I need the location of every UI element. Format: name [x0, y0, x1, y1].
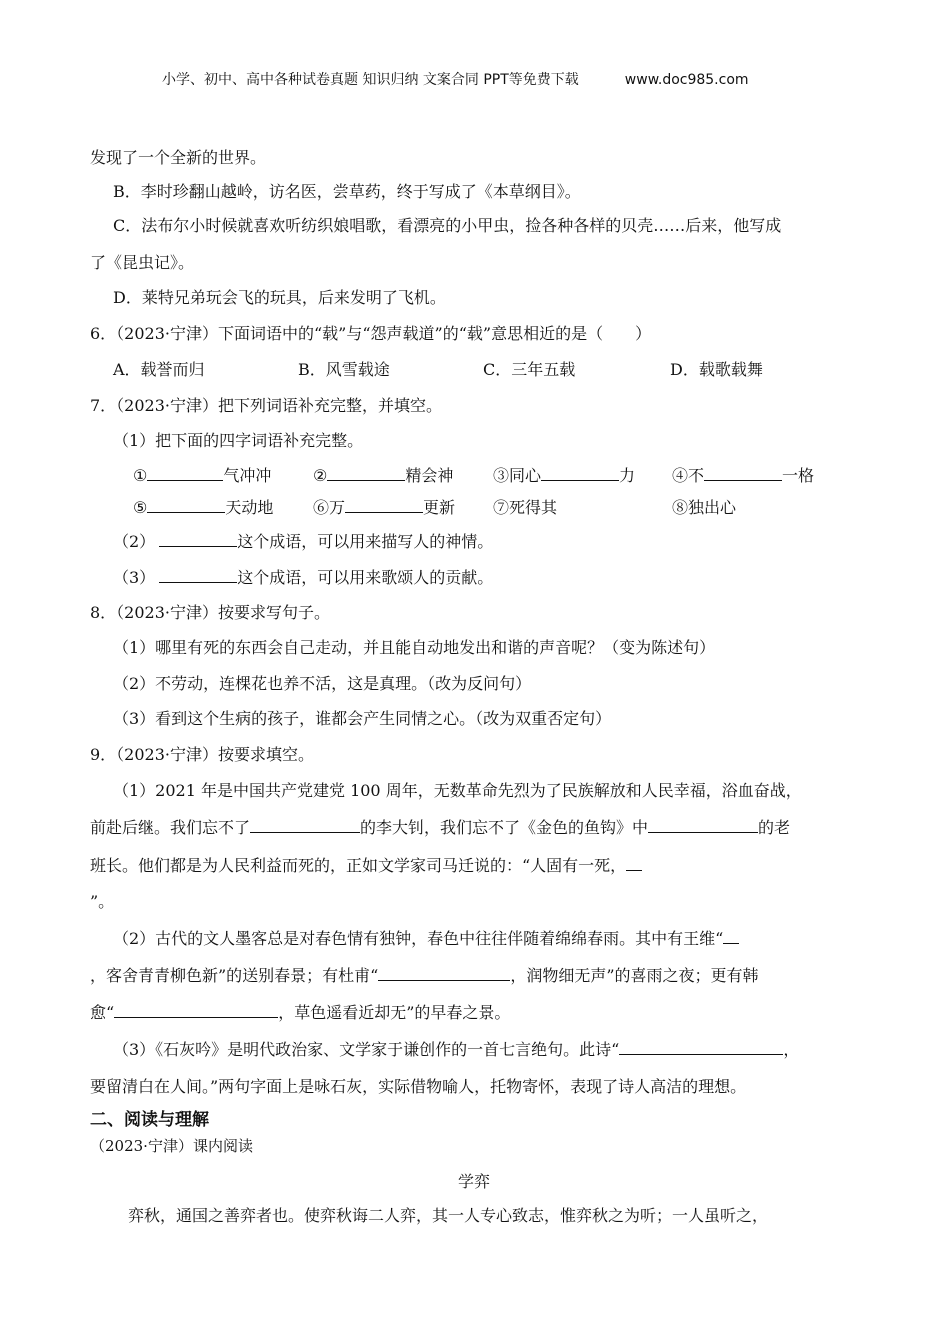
header-site[interactable]: www.doc985.com [624, 72, 749, 88]
word-suffix: 天动地 [225, 498, 274, 517]
q7-sub2 [113, 532, 493, 552]
section-title: 二、阅读与理解 [90, 1110, 209, 1130]
q8-stem: 8．（2023·宁津）按要求写句子。 [90, 603, 330, 622]
q9-p1-line2 [90, 818, 790, 838]
word-blank[interactable] [147, 498, 225, 513]
q5-option-d: D．莱特兄弟玩会飞的玩具，后来发明了飞机。 [113, 288, 446, 307]
text-seg: 的老 [758, 818, 791, 837]
q7-word-5 [133, 498, 273, 518]
word-prefix: ① [133, 466, 148, 485]
answer-blank[interactable] [114, 1003, 278, 1018]
word-suffix: 力 [619, 466, 636, 485]
q7-sub3 [113, 568, 493, 588]
q9-p2-line3 [90, 1003, 510, 1023]
q7-word-8 [672, 498, 736, 518]
text-seg: 的李大钊，我们忘不了《金色的鱼钩》中 [360, 818, 649, 837]
q9-p3-line1 [113, 1040, 799, 1060]
answer-blank[interactable] [250, 818, 360, 833]
sub-text: 这个成语，可以用来描写人的神情。 [237, 532, 494, 551]
q7-word-4 [672, 466, 814, 486]
q7-word-2 [313, 466, 453, 486]
q9-p1-line3 [90, 856, 642, 876]
sub-prefix: （2） [113, 532, 156, 551]
q7-sub1: （1）把下面的四字词语补充完整。 [113, 431, 364, 450]
q6-option-d: D．载歌载舞 [670, 360, 763, 379]
q9-p1-line1: （1）2021 年是中国共产党建党 100 周年，无数革命先烈为了民族解放和人民幸福，浴血奋战， [113, 781, 802, 800]
q7-stem: 7．（2023·宁津）把下列词语补充完整，并填空。 [90, 396, 442, 415]
answer-blank[interactable] [723, 929, 739, 944]
q6-option-a: A．载誉而归 [113, 360, 205, 379]
text-seg: 班长。他们都是为人民利益而死的，正如文学家司马迁说的：“人固有一死， [90, 856, 627, 875]
section-intro: （2023·宁津）课内阅读 [90, 1137, 253, 1155]
text-seg: ，客舍青青柳色新”的送别春景；有杜甫“ [90, 966, 379, 985]
passage-title: 学弈 [458, 1172, 491, 1191]
q6-option-c: C．三年五载 [483, 360, 576, 379]
word-prefix: ⑥万 [313, 498, 346, 517]
word-blank[interactable] [327, 466, 405, 481]
q9-p2-line1 [113, 929, 739, 949]
word-prefix: ⑤ [133, 498, 148, 517]
sub-prefix: （3） [113, 568, 156, 587]
word-suffix: 一格 [782, 466, 815, 485]
q8-sub3: （3）看到这个生病的孩子，谁都会产生同情之心。（改为双重否定句） [113, 709, 612, 728]
q5-option-b: B．李时珍翻山越岭，访名医，尝草药，终于写成了《本草纲目》。 [113, 182, 581, 201]
sub-text: 这个成语，可以用来歌颂人的贡献。 [237, 568, 494, 587]
q6-option-b: B．风雪载途 [298, 360, 390, 379]
q9-p3-line2: 要留清白在人间。”两句字面上是咏石灰，实际借物喻人，托物寄怀，表现了诗人高洁的理想。 [90, 1077, 747, 1096]
word-blank[interactable] [704, 466, 782, 481]
answer-blank[interactable] [159, 532, 237, 547]
answer-blank[interactable] [378, 966, 510, 981]
q7-word-1 [133, 466, 271, 486]
page-header [162, 70, 749, 90]
answer-blank[interactable] [626, 856, 642, 871]
q6-stem: 6．（2023·宁津）下面词语中的“载”与“怨声载道”的“载”意思相近的是（ ） [90, 324, 652, 343]
q7-word-7 [493, 498, 557, 518]
word-blank[interactable] [541, 466, 619, 481]
word-suffix: 更新 [423, 498, 456, 517]
q8-sub2: （2）不劳动，连棵花也养不活，这是真理。（改为反问句） [113, 674, 532, 693]
q5-option-c-line2: 了《昆虫记》。 [90, 253, 195, 272]
text-seg: ，草色遥看近却无”的早春之景。 [278, 1003, 511, 1022]
q9-p1-line4: ”。 [90, 892, 115, 911]
q5-a-continued: 发现了一个全新的世界。 [90, 148, 267, 167]
answer-blank[interactable] [159, 568, 237, 583]
q5-option-c-line1: C．法布尔小时候就喜欢听纺织娘唱歌，看漂亮的小甲虫，捡各种各样的贝壳……后来，他写成 [113, 216, 782, 235]
word-prefix: ⑧独出心 [672, 498, 737, 517]
word-prefix: ④不 [672, 466, 705, 485]
q9-stem: 9．（2023·宁津）按要求填空。 [90, 745, 314, 764]
q7-word-3 [493, 466, 635, 486]
q7-word-6 [313, 498, 455, 518]
word-suffix: 气冲冲 [223, 466, 272, 485]
passage-line1: 弈秋，通国之善弈者也。使弈秋诲二人弈，其一人专心致志，惟弈秋之为听；一人虽听之， [128, 1206, 769, 1225]
answer-blank[interactable] [619, 1040, 783, 1055]
text-seg: ， [783, 1040, 800, 1059]
q8-sub1: （1）哪里有死的东西会自己走动，并且能自动地发出和谐的声音呢？（变为陈述句） [113, 638, 716, 657]
text-seg: 前赴后继。我们忘不了 [90, 818, 251, 837]
text-seg: （2）古代的文人墨客总是对春色情有独钟，春色中往往伴随着绵绵春雨。其中有王维“ [113, 929, 724, 948]
word-prefix: ② [313, 466, 328, 485]
text-seg: 愈“ [90, 1003, 115, 1022]
answer-blank[interactable] [648, 818, 758, 833]
word-suffix: 精会神 [405, 466, 454, 485]
header-tagline: 小学、初中、高中各种试卷真题 知识归纳 文案合同 PPT等免费下载 [162, 72, 579, 88]
text-seg: （3）《石灰吟》是明代政治家、文学家于谦创作的一首七言绝句。此诗“ [113, 1040, 620, 1059]
q9-p2-line2 [90, 966, 759, 986]
word-prefix: ③同心 [493, 466, 542, 485]
word-prefix: ⑦死得其 [493, 498, 558, 517]
text-seg: ，润物细无声”的喜雨之夜；更有韩 [510, 966, 759, 985]
word-blank[interactable] [345, 498, 423, 513]
word-blank[interactable] [147, 466, 223, 481]
